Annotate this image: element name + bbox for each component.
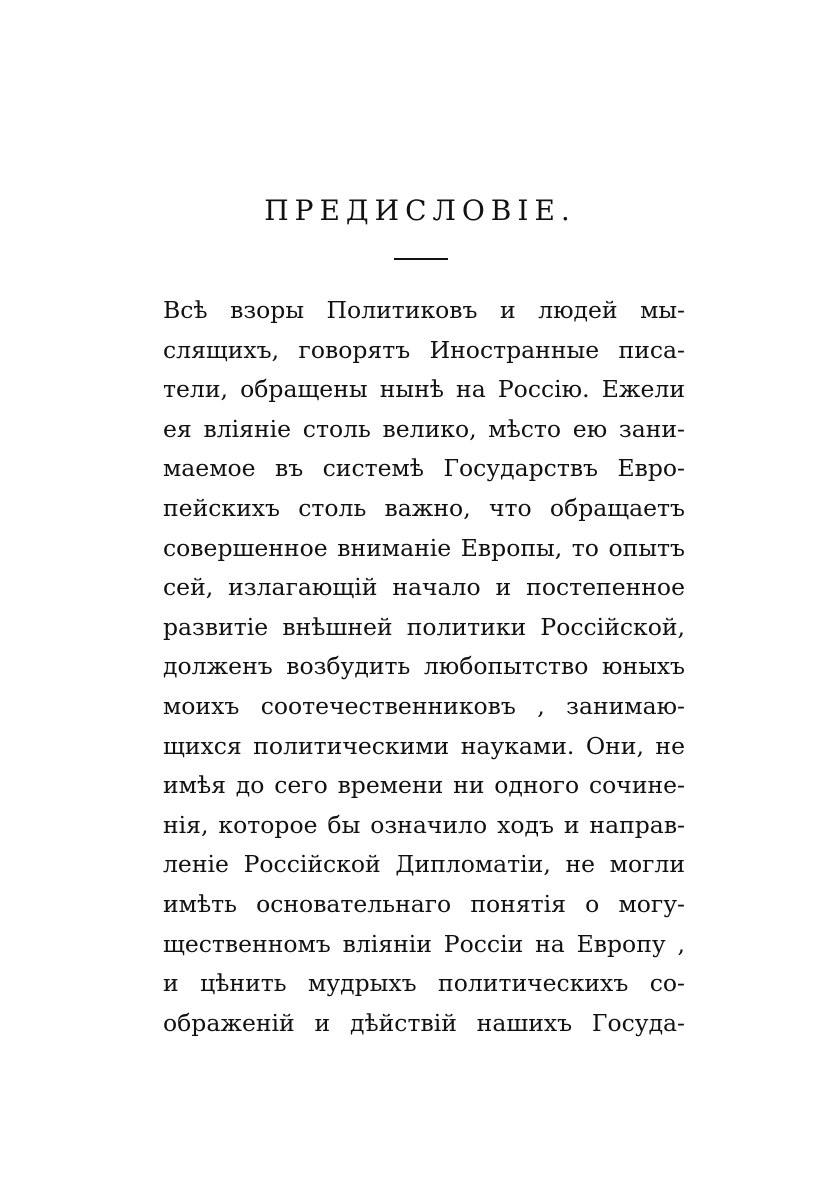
text-line: пейскихъ столь важно, что обращаетъ: [163, 493, 685, 522]
text-line: ея вліяніе столь велико, мѣсто ею зани-: [163, 414, 685, 443]
page-title: ПРЕДИСЛОВІЕ.: [264, 194, 576, 227]
text-line: долженъ возбудить любопытство юныхъ: [163, 652, 685, 681]
text-line: маемое въ системѣ Государствъ Евро-: [163, 454, 685, 483]
body-text: [163, 291, 685, 1043]
text-line: слящихъ, говорятъ Иностранные писа-: [163, 335, 685, 364]
text-line: сей, излагающій начало и постепенное: [163, 573, 685, 602]
text-line: моихъ соотечественниковъ , занимаю-: [163, 691, 685, 720]
text-line: развитіе внѣшней политики Россійской,: [163, 612, 685, 641]
text-line: имѣть основательнаго понятія о могу-: [163, 889, 685, 918]
text-line: тели, обращены нынѣ на Россію. Ежели: [163, 375, 685, 404]
title-rule: [394, 258, 448, 260]
text-line: и цѣнить мудрыхъ политическихъ со-: [163, 969, 685, 998]
text-line: нія, которое бы означило ходъ и направ-: [163, 810, 685, 839]
text-line: имѣя до сего времени ни одного сочине-: [163, 771, 685, 800]
text-line: ображеній и дѣйствій нашихъ Госуда-: [163, 1008, 685, 1037]
text-line: щихся политическими науками. Они, не: [163, 731, 685, 760]
text-line: леніе Россійской Дипломатіи, не могли: [163, 850, 685, 879]
text-line: Всѣ взоры Политиковъ и людей мы-: [163, 296, 685, 324]
text-line: совершенное вниманіе Европы, то опытъ: [163, 533, 685, 562]
text-line: щественномъ вліяніи Россіи на Европу ,: [163, 929, 685, 958]
